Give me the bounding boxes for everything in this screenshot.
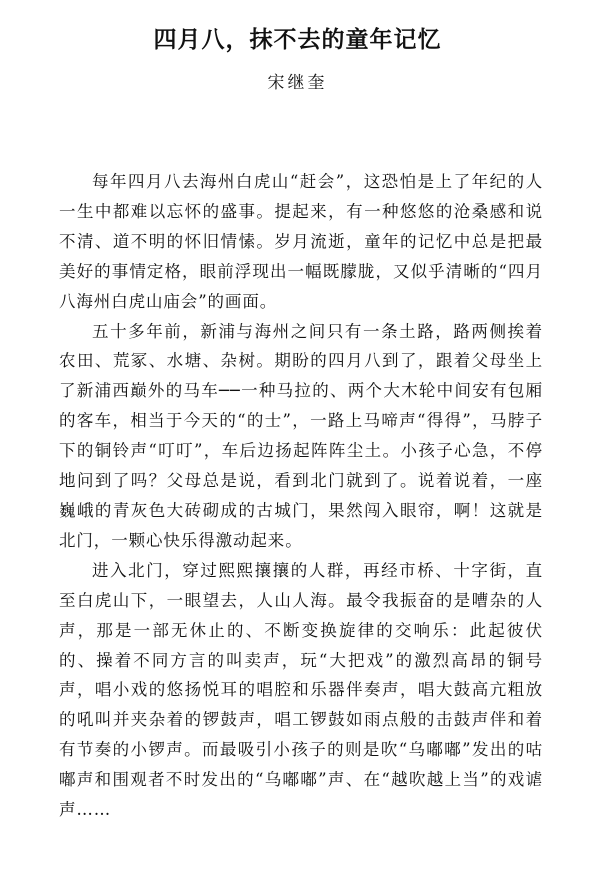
paragraph-3: 进入北门，穿过熙熙攘攘的人群，再经市桥、十字街，直至白虎山下，一眼望去，人山人海。最令我振奋的是嘈杂的人声，那是一部无休止的、不断变换旋律的交响乐：此起彼伏的、操着不同方言的叫卖声，玩“大把戏”的激烈高昂的铜号声，唱小戏的悠扬悦耳的唱腔和乐器伴奏声，唱大鼓高亢粗放的吼叫并夹杂着的锣鼓声，唱工锣鼓如雨点般的击鼓声伴和着有节奏的小锣声。而最吸引小孩子的则是吹“乌嘟嘟”发出的咕嘟声和围观者不时发出的“乌嘟嘟”声、在“越吹越上当”的戏谑声…… [59,560,543,820]
paragraph-2: 五十多年前，新浦与海州之间只有一条土路，路两侧挨着农田、荒冢、水塘、杂树。期盼的四月八到了，跟着父母坐上了新浦西巅外的马车──一种马拉的、两个大木轮中间安有包厢的客车，相当于今天的“的士”，一路上马啼声“得得”，马脖子下的铜铃声“叮叮”，车后边扬起阵阵尘土。小孩子心急，不停地问到了吗？父母总是说，看到北门就到了。说着说着，一座巍峨的青灰色大砖砌成的古城门，果然闯入眼帘，啊！这就是北门，一颗心快乐得激动起来。 [59,321,543,550]
paragraph-1: 每年四月八去海州白虎山“赶会”，这恐怕是上了年纪的人一生中都难以忘怀的盛事。提起来，有一种悠悠的沧桑感和说不清、道不明的怀旧情愫。岁月流逝，童年的记忆中总是把最美好的事情定格，眼前浮现出一幅既朦胧，又似乎清晰的“四月八海州白虎山庙会”的画面。 [59,172,543,311]
article-body [59,167,543,825]
author-name: 宋继奎 [267,73,328,93]
document-title: 四月八，抹不去的童年记忆 [153,27,442,53]
